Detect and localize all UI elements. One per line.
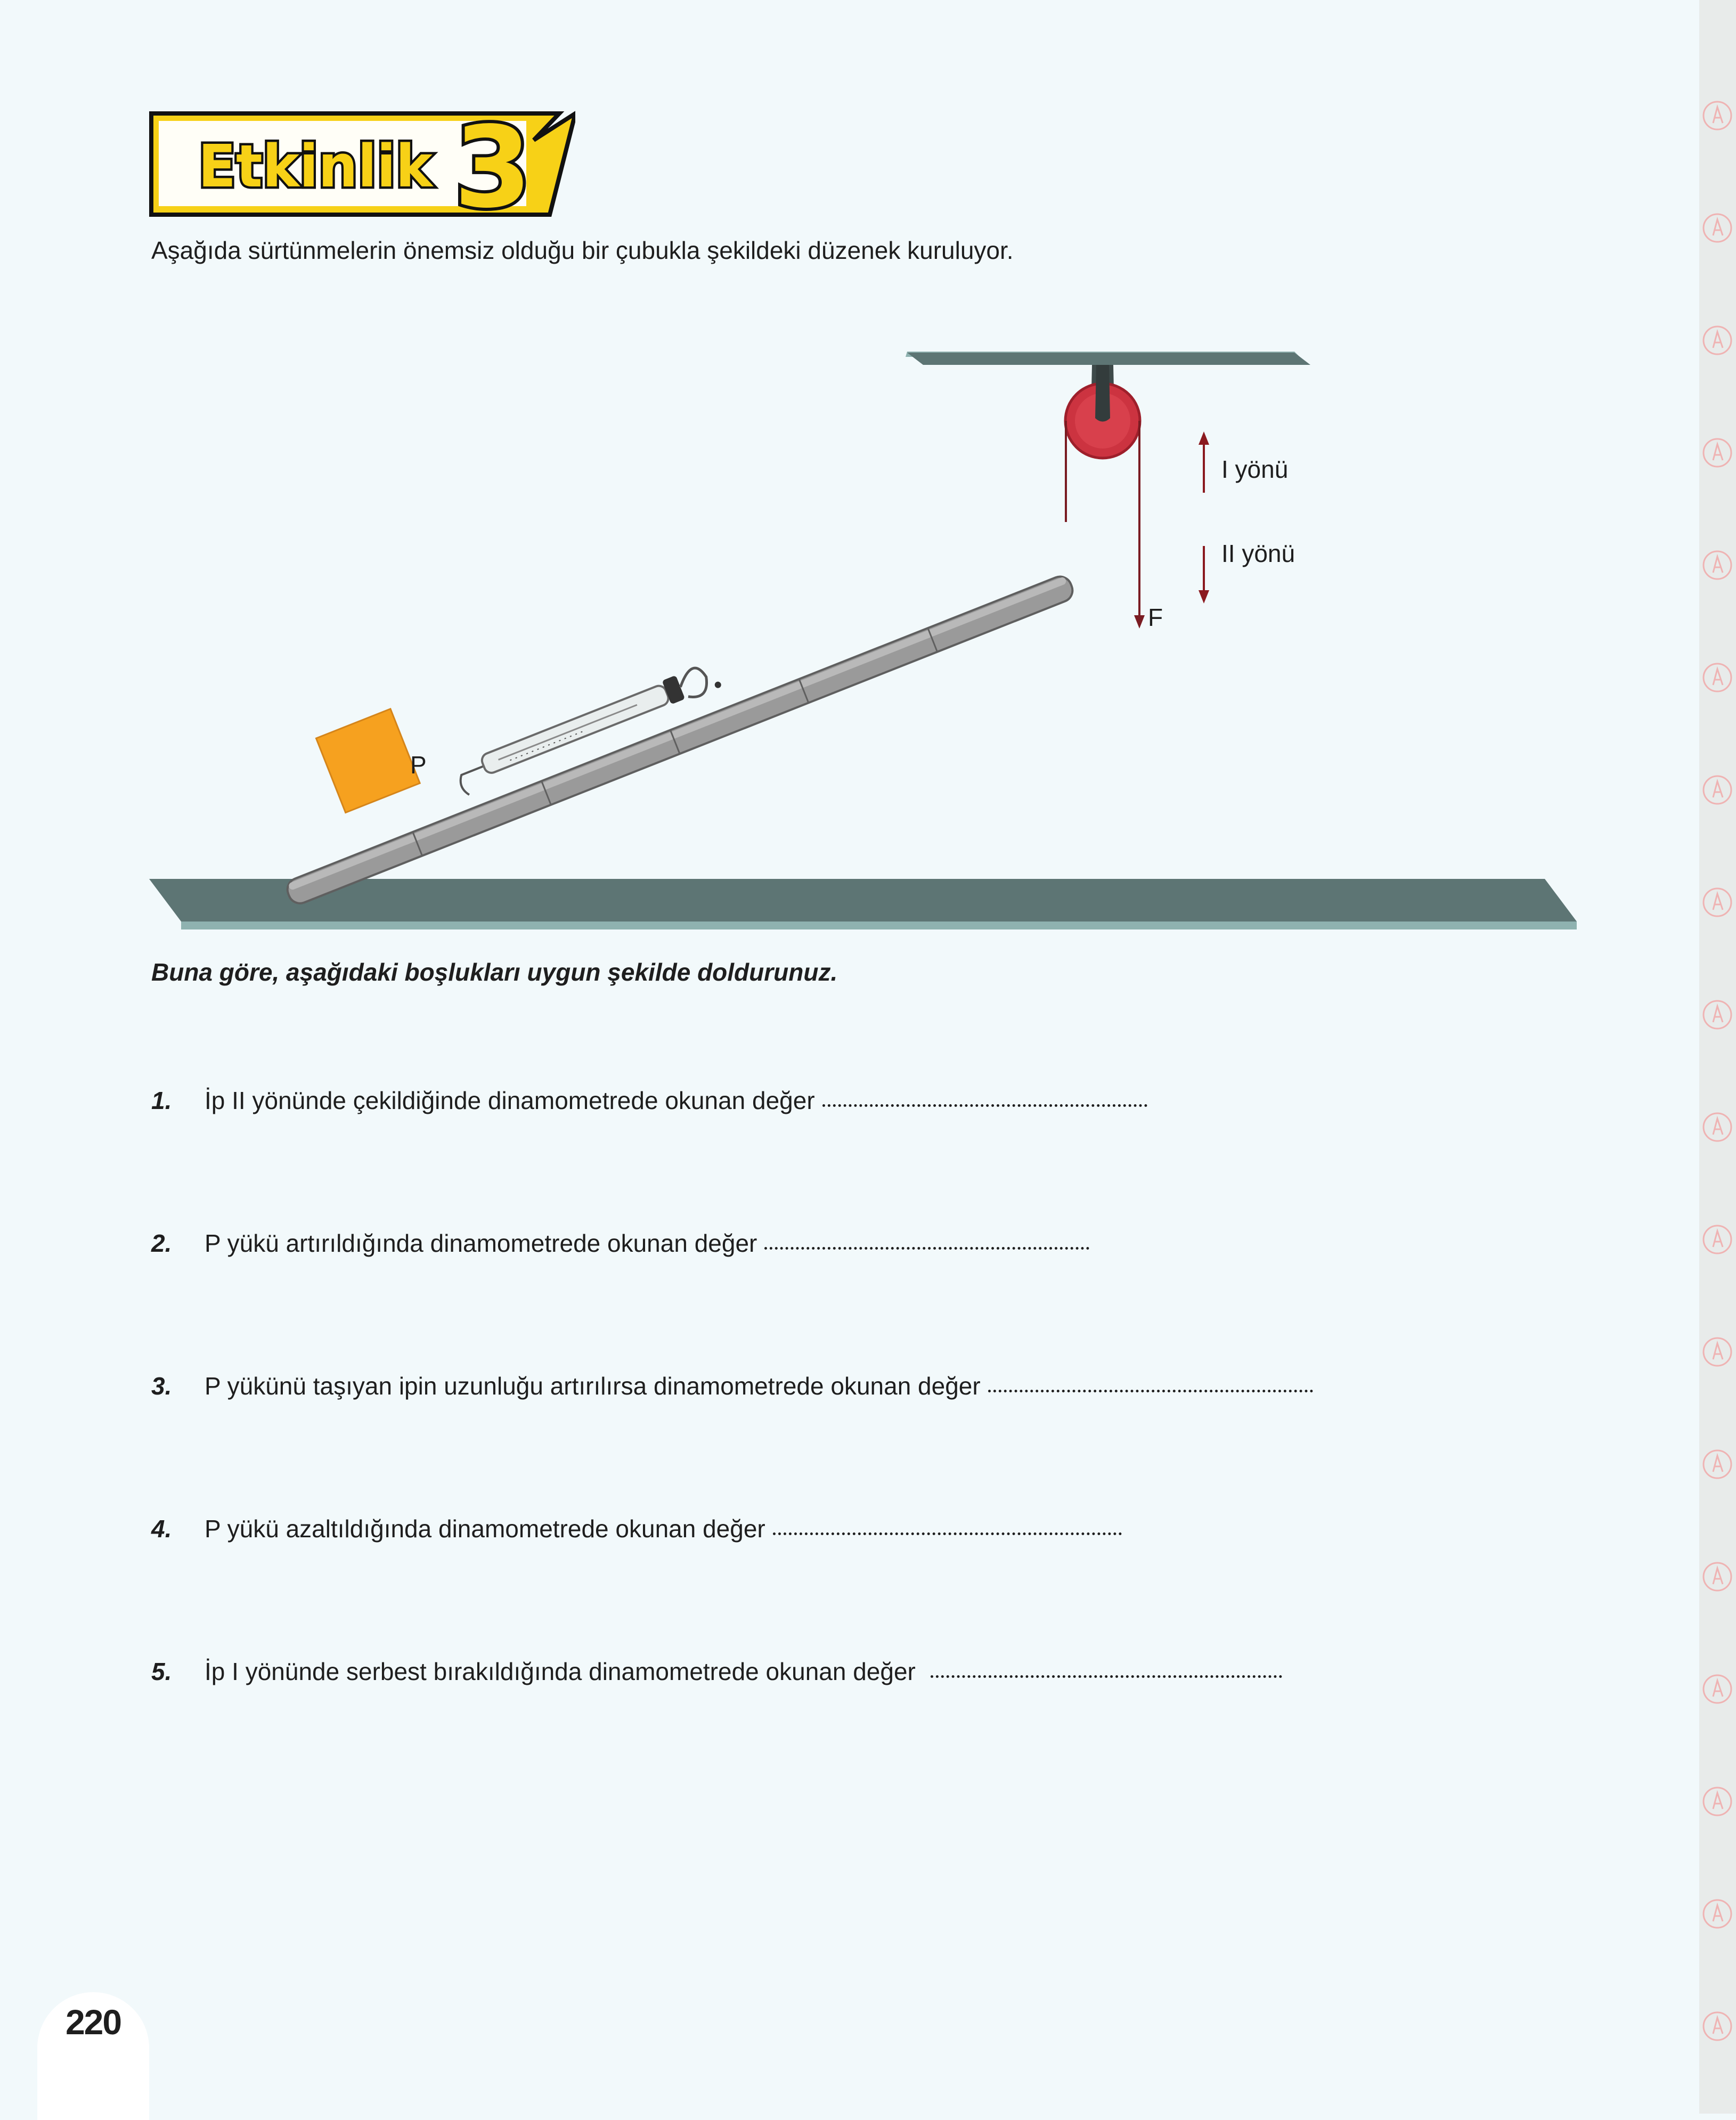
question-5-text: İp I yönünde serbest bırakıldığında dinamometrede okunan değer: [205, 1658, 916, 1685]
side-logo-icon: [1699, 548, 1733, 582]
intro-text: Aşağıda sürtünmelerin önemsiz olduğu bir çubukla şekildeki düzenek kuruluyor.: [151, 237, 1014, 264]
question-2-text: P yükü artırıldığında dinamometrede okunan değer: [205, 1229, 757, 1257]
question-4-number: 4.: [151, 1515, 172, 1543]
direction-1-label: I yönü: [1221, 455, 1289, 483]
side-logo-icon: [1699, 1784, 1733, 1819]
page-number: 220: [65, 2002, 121, 2042]
question-2-answer-blank[interactable]: [764, 1244, 1089, 1250]
question-1-text: İp II yönünde çekildiğinde dinamometrede okunan değer: [205, 1087, 815, 1114]
question-1: [151, 1085, 1643, 1122]
question-3-answer-blank[interactable]: [988, 1387, 1313, 1392]
side-logo-icon: [1699, 1110, 1733, 1144]
load-label: P: [410, 751, 427, 779]
side-logo-icon: [1699, 998, 1733, 1032]
side-logo-icon: [1699, 885, 1733, 919]
floor-edge: [181, 922, 1577, 929]
question-3-number: 3.: [151, 1372, 172, 1400]
side-logo-icon: [1699, 1897, 1733, 1931]
question-5-answer-blank[interactable]: [931, 1672, 1282, 1678]
side-logo-icon: [1699, 1222, 1733, 1257]
ceiling-plate: [907, 353, 1310, 365]
load-block: [316, 709, 420, 813]
pulley-axle: [1095, 365, 1110, 422]
question-4-text: P yükü azaltıldığında dinamometrede okunan değer: [205, 1515, 765, 1543]
badge-number: 3: [454, 109, 532, 218]
side-logo-icon: [1699, 436, 1733, 470]
question-4-answer-blank[interactable]: [773, 1529, 1122, 1535]
side-logo-icon: [1699, 211, 1733, 245]
instruction-text: Buna göre, aşağıdaki boşlukları uygun şekilde doldurunuz.: [151, 958, 838, 986]
floor-surface: [149, 879, 1577, 922]
side-logo-icon: [1699, 99, 1733, 133]
side-logo-icon: [1699, 2009, 1733, 2043]
side-logo-icon: [1699, 661, 1733, 695]
activity-badge: [149, 109, 575, 218]
side-logo-icon: [1699, 1335, 1733, 1369]
question-3: [151, 1370, 1643, 1407]
side-logo-icon: [1699, 1672, 1733, 1706]
question-5: [151, 1656, 1643, 1693]
direction-2-arrow-head: [1199, 590, 1209, 604]
direction-2-label: II yönü: [1221, 540, 1295, 567]
inclined-rod-figure: [144, 341, 1593, 943]
question-4: [151, 1513, 1643, 1550]
question-2: [151, 1227, 1643, 1265]
side-logo-icon: [1699, 773, 1733, 807]
direction-1-arrow-head: [1199, 431, 1209, 445]
badge-word: Etkinlik: [198, 132, 434, 200]
side-logo-icon: [1699, 1447, 1733, 1481]
question-2-number: 2.: [151, 1229, 172, 1257]
side-logo-icon: [1699, 323, 1733, 357]
question-1-number: 1.: [151, 1087, 172, 1114]
question-3-text: P yükünü taşıyan ipin uzunluğu artırılırsa dinamometrede okunan değer: [205, 1372, 981, 1400]
force-arrow-head: [1134, 615, 1145, 629]
side-logo-icon: [1699, 1560, 1733, 1594]
force-label: F: [1148, 604, 1163, 631]
question-1-answer-blank[interactable]: [822, 1101, 1147, 1107]
question-5-number: 5.: [151, 1658, 172, 1685]
